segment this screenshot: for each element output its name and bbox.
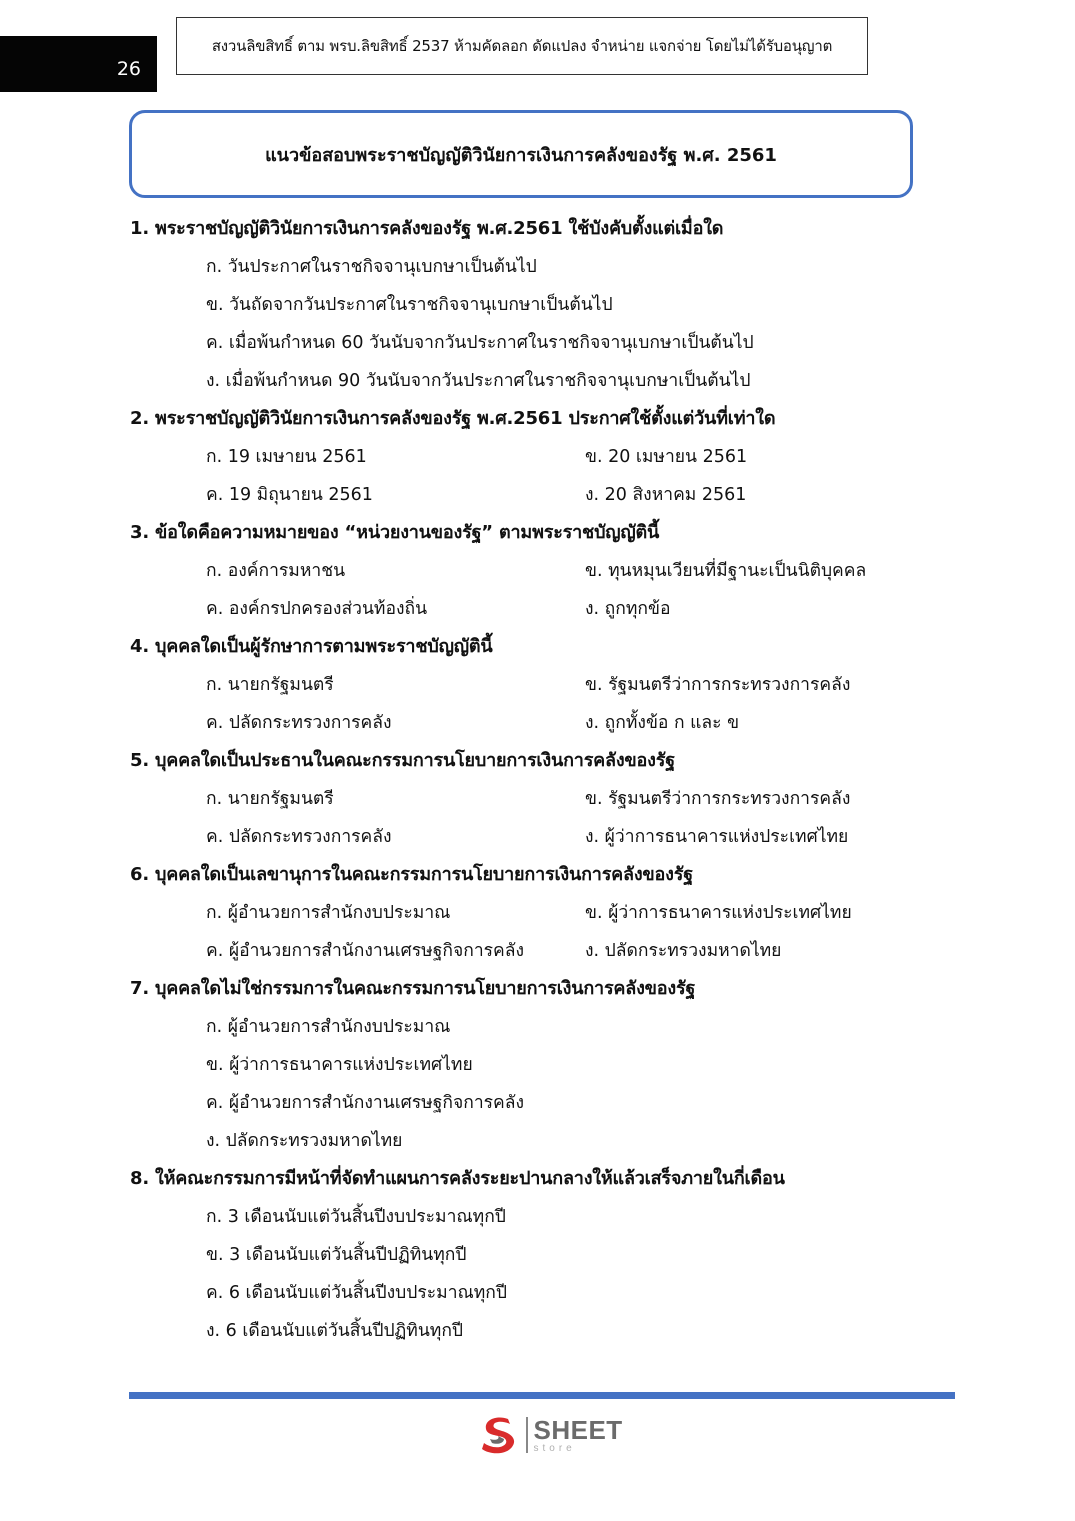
- footer-divider: [129, 1392, 955, 1399]
- option-b: ข. วันถัดจากวันประกาศในราชกิจจานุเบกษาเป็นต้นไป: [206, 295, 613, 315]
- option-b: ข. ทุนหมุนเวียนที่มีฐานะเป็นนิติบุคคล: [585, 561, 867, 581]
- question-text: 2. พระราชบัญญัติวินัยการเงินการคลังของรัฐ พ.ศ.2561 ประกาศใช้ตั้งแต่วันที่เท่าใด: [130, 408, 776, 429]
- question-1: [130, 210, 960, 400]
- option-row: [130, 818, 960, 856]
- option-a: ก. 19 เมษายน 2561: [206, 447, 367, 467]
- option-b: ข. รัฐมนตรีว่าการกระทรวงการคลัง: [585, 789, 851, 809]
- option-row: [130, 704, 960, 742]
- page-number-text: 26: [116, 58, 141, 80]
- logo-sub-text: store: [533, 1442, 576, 1454]
- option-d: ง. ถูกทุกข้อ: [585, 599, 671, 619]
- option-row: [130, 780, 960, 818]
- logo-text: [533, 1414, 623, 1454]
- option-b: ข. ผู้ว่าการธนาคารแห่งประเทศไทย: [585, 903, 852, 923]
- question-text: 1. พระราชบัญญัติวินัยการเงินการคลังของรัฐ พ.ศ.2561 ใช้บังคับตั้งแต่เมื่อใด: [130, 218, 724, 239]
- question-5: [130, 742, 960, 856]
- option-d: ง. เมื่อพ้นกำหนด 90 วันนับจากวันประกาศในราชกิจจานุเบกษาเป็นต้นไป: [206, 371, 751, 391]
- option-row: [130, 894, 960, 932]
- option-row: [130, 476, 960, 514]
- question-8: [130, 1160, 960, 1350]
- option-b: ข. รัฐมนตรีว่าการกระทรวงการคลัง: [585, 675, 851, 695]
- page-title-box: [129, 110, 913, 198]
- logo-main-text: SHEET: [533, 1414, 623, 1445]
- copyright-notice: สงวนลิขสิทธิ์ ตาม พรบ.ลิขสิทธิ์ 2537 ห้ามคัดลอก ดัดแปลง จำหน่าย แจกจ่าย โดยไม่ได้รับอนุญาต: [176, 17, 868, 75]
- option-c: ค. ผู้อำนวยการสำนักงานเศรษฐกิจการคลัง: [206, 1093, 525, 1113]
- question-text: 8. ให้คณะกรรมการมีหน้าที่จัดทำแผนการคลังระยะปานกลางให้แล้วเสร็จภายในกี่เดือน: [130, 1168, 785, 1189]
- question-3: [130, 514, 960, 628]
- option-row: [130, 932, 960, 970]
- option-d: ง. ปลัดกระทรวงมหาดไทย: [585, 941, 782, 961]
- option-row: [130, 438, 960, 476]
- page-number: [0, 36, 157, 92]
- option-b: ข. ผู้ว่าการธนาคารแห่งประเทศไทย: [206, 1055, 473, 1075]
- option-c: ค. 6 เดือนนับแต่วันสิ้นปีงบประมาณทุกปี: [206, 1283, 508, 1303]
- question-text: 5. บุคคลใดเป็นประธานในคณะกรรมการนโยบายการเงินการคลังของรัฐ: [130, 750, 675, 771]
- question-4: [130, 628, 960, 742]
- option-c: ค. 19 มิถุนายน 2561: [206, 485, 373, 505]
- page-title: แนวข้อสอบพระราชบัญญัติวินัยการเงินการคลังของรัฐ พ.ศ. 2561: [265, 144, 777, 166]
- option-c: ค. ปลัดกระทรวงการคลัง: [206, 827, 392, 847]
- option-a: ก. นายกรัฐมนตรี: [206, 789, 334, 809]
- question-2: [130, 400, 960, 514]
- sheet-store-logo: [478, 1413, 623, 1457]
- option-d: ง. ปลัดกระทรวงมหาดไทย: [206, 1131, 403, 1151]
- question-list: [130, 210, 960, 1350]
- option-a: ก. ผู้อำนวยการสำนักงบประมาณ: [206, 1017, 451, 1037]
- option-row: [130, 666, 960, 704]
- option-c: ค. ผู้อำนวยการสำนักงานเศรษฐกิจการคลัง: [206, 941, 525, 961]
- option-a: ก. วันประกาศในราชกิจจานุเบกษาเป็นต้นไป: [206, 257, 537, 277]
- option-c: ค. องค์กรปกครองส่วนท้องถิ่น: [206, 599, 428, 619]
- question-7: [130, 970, 960, 1160]
- option-row: [130, 552, 960, 590]
- option-a: ก. ผู้อำนวยการสำนักงบประมาณ: [206, 903, 451, 923]
- option-b: ข. 20 เมษายน 2561: [585, 447, 748, 467]
- option-d: ง. 20 สิงหาคม 2561: [585, 485, 747, 505]
- option-b: ข. 3 เดือนนับแต่วันสิ้นปีปฏิทินทุกปี: [206, 1245, 467, 1265]
- option-a: ก. นายกรัฐมนตรี: [206, 675, 334, 695]
- sheet-store-logo-icon: [478, 1413, 522, 1457]
- option-row: [130, 590, 960, 628]
- question-text: 7. บุคคลใดไม่ใช่กรรมการในคณะกรรมการนโยบายการเงินการคลังของรัฐ: [130, 978, 696, 999]
- question-text: 4. บุคคลใดเป็นผู้รักษาการตามพระราชบัญญัตินี้: [130, 636, 493, 657]
- option-a: ก. องค์การมหาชน: [206, 561, 346, 581]
- logo-separator: [526, 1417, 528, 1453]
- option-d: ง. ถูกทั้งข้อ ก และ ข: [585, 713, 740, 733]
- option-d: ง. 6 เดือนนับแต่วันสิ้นปีปฏิทินทุกปี: [206, 1321, 464, 1341]
- question-6: [130, 856, 960, 970]
- option-c: ค. เมื่อพ้นกำหนด 60 วันนับจากวันประกาศในราชกิจจานุเบกษาเป็นต้นไป: [206, 333, 754, 353]
- option-c: ค. ปลัดกระทรวงการคลัง: [206, 713, 392, 733]
- option-a: ก. 3 เดือนนับแต่วันสิ้นปีงบประมาณทุกปี: [206, 1207, 506, 1227]
- question-text: 3. ข้อใดคือความหมายของ “หน่วยงานของรัฐ” ตามพระราชบัญญัตินี้: [130, 522, 660, 543]
- question-text: 6. บุคคลใดเป็นเลขานุการในคณะกรรมการนโยบายการเงินการคลังของรัฐ: [130, 864, 693, 885]
- option-d: ง. ผู้ว่าการธนาคารแห่งประเทศไทย: [585, 827, 849, 847]
